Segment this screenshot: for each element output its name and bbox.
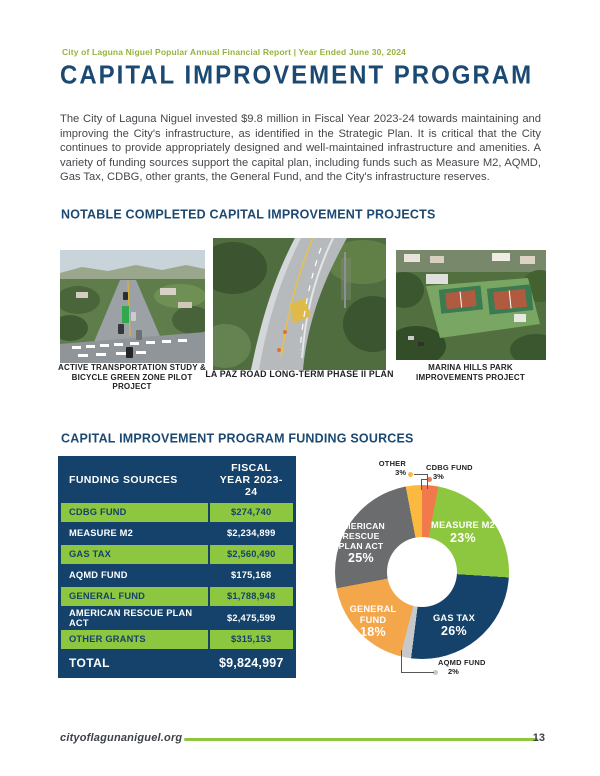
- intro-paragraph: The City of Laguna Niguel invested $9.8 million in Fiscal Year 2023-24 towards maintaining and improving the City's infrastructure, as identified in the Strategic Plan. It is critical that the City continues to provide appropriately designed and well-maintained infrastructure and amenities. A variety of funding sources support the capital plan, including funds such as Measure M2, AQMD, Gas Tax, CDBG, other grants, the General Fund, and the City's infrastructure reserves.: [60, 113, 541, 184]
- callout-connector: [421, 479, 422, 490]
- funding-donut-chart-area: [330, 448, 575, 693]
- table-row: [60, 629, 295, 650]
- photo-marina-hills-park: [396, 250, 546, 360]
- callout-cdbg-fund: CDBG FUND 3%: [426, 463, 473, 481]
- callout-connector: [401, 672, 434, 673]
- caption-line: MARINA HILLS PARK: [428, 363, 513, 372]
- caption-line: ACTIVE TRANSPORTATION STUDY &: [57, 363, 207, 372]
- fund-value: $315,153: [209, 629, 295, 650]
- fund-label: CDBG FUND: [60, 502, 209, 523]
- caption-line: BICYCLE GREEN ZONE PILOT PROJECT: [71, 372, 193, 392]
- photo-caption: [388, 363, 553, 382]
- column-header-fiscal-year: FISCAL YEAR 2023-24: [209, 458, 295, 502]
- table-row: [60, 502, 295, 523]
- column-header-funding-sources: FUNDING SOURCES: [60, 458, 209, 502]
- callout-other: OTHER 3%: [378, 459, 406, 477]
- table-row: [60, 544, 295, 565]
- slice-label-general-fund: GENERAL FUND 18%: [349, 604, 397, 639]
- callout-connector: [427, 474, 428, 489]
- footer-divider-line: [184, 738, 538, 741]
- fund-label: AQMD FUND: [60, 565, 209, 586]
- slice-label-measure-m2: MEASURE M2 23%: [431, 520, 495, 545]
- photo-caption: [203, 370, 396, 380]
- callout-connector: [414, 474, 428, 475]
- fund-value: $175,168: [209, 565, 295, 586]
- table-header-row: [60, 458, 295, 502]
- table-row: [60, 523, 295, 544]
- aerial-park-courts-photo: [396, 250, 546, 360]
- donut-hole: [387, 537, 457, 607]
- footer-website: cityoflagunaniguel.org: [60, 732, 183, 744]
- photo-caption: [52, 363, 212, 392]
- total-value: $9,824,997: [209, 650, 295, 677]
- page-number: 13: [532, 732, 545, 744]
- fund-label: AMERICAN RESCUE PLAN ACT: [60, 607, 209, 629]
- aerial-road-photo: [60, 250, 205, 363]
- projects-section-heading: NOTABLE COMPLETED CAPITAL IMPROVEMENT PROJECTS: [61, 207, 436, 222]
- table-total-row: [60, 650, 295, 677]
- funding-section-heading: CAPITAL IMPROVEMENT PROGRAM FUNDING SOURCES: [61, 431, 414, 446]
- callout-dot-other: [408, 472, 413, 477]
- fund-label: GENERAL FUND: [60, 586, 209, 607]
- caption-line: LA PAZ ROAD LONG-TERM PHASE II PLAN: [205, 369, 394, 379]
- callout-aqmd-fund: AQMD FUND 2%: [438, 658, 486, 676]
- funding-sources-table: [58, 456, 296, 678]
- caption-line: IMPROVEMENTS PROJECT: [416, 372, 525, 382]
- fund-label: GAS TAX: [60, 544, 209, 565]
- fund-label: OTHER GRANTS: [60, 629, 209, 650]
- photo-la-paz-road: [213, 238, 386, 370]
- fund-value: $2,234,899: [209, 523, 295, 544]
- report-eyebrow: City of Laguna Niguel Popular Annual Financial Report | Year Ended June 30, 2024: [62, 47, 407, 57]
- fund-value: $2,475,599: [209, 607, 295, 629]
- slice-label-gas-tax: GAS TAX 26%: [432, 613, 476, 638]
- photo-active-transportation-study: [60, 250, 205, 363]
- fund-value: $2,560,490: [209, 544, 295, 565]
- total-label: TOTAL: [60, 650, 209, 677]
- fund-value: $274,740: [209, 502, 295, 523]
- table-row: [60, 607, 295, 629]
- page-title: CAPITAL IMPROVEMENT PROGRAM: [60, 61, 534, 91]
- fund-label: MEASURE M2: [60, 523, 209, 544]
- table-row: [60, 565, 295, 586]
- table-row: [60, 586, 295, 607]
- fund-value: $1,788,948: [209, 586, 295, 607]
- callout-connector: [401, 650, 402, 672]
- aerial-highway-photo: [213, 238, 386, 370]
- slice-label-american-rescue-plan-act: AMERICAN RESCUE PLAN ACT 25%: [337, 521, 385, 566]
